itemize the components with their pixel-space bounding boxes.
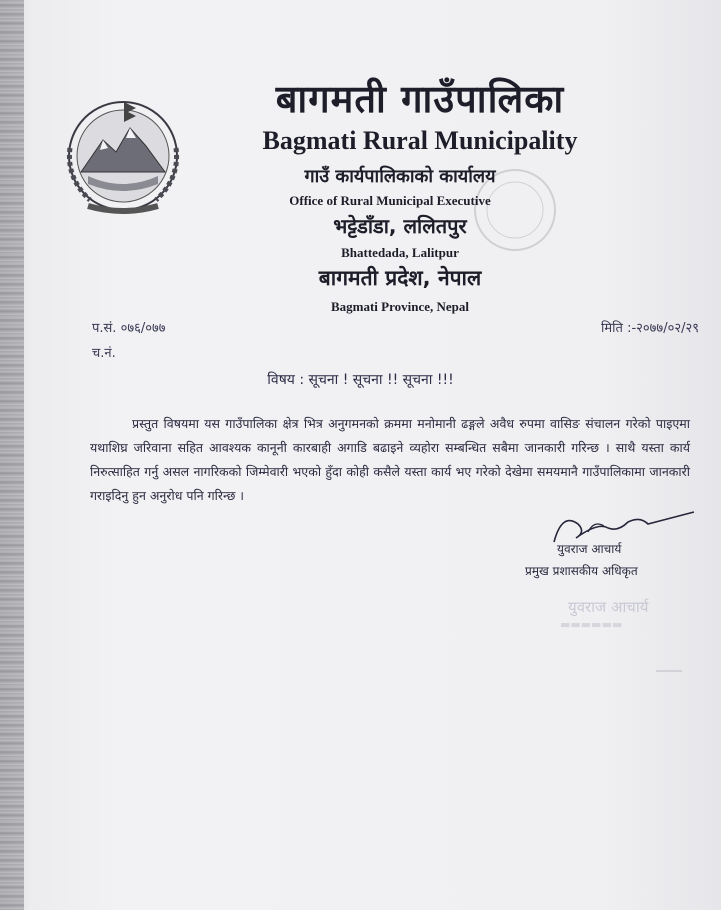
office-name-nepali: गाउँ कार्यपालिकाको कार्यालय [304, 166, 496, 187]
province-nepali: बागमती प्रदेश, नेपाल [318, 266, 482, 290]
scan-edge-shadow [0, 0, 24, 910]
location-english: Bhattedada, Lalitpur [341, 245, 459, 260]
municipality-title-nepali: बागमती गाउँपालिका [275, 77, 565, 121]
bleed-through-mark [656, 670, 682, 672]
reference-number: प.सं. ०७६/०७७ [92, 321, 166, 336]
province-english: Bagmati Province, Nepal [330, 299, 470, 314]
office-name-english: Office of Rural Municipal Executive [289, 193, 491, 208]
dispatch-number: च.नं. [92, 346, 116, 361]
bleed-through-text: युवराज आचार्य [568, 598, 649, 616]
notice-body: प्रस्तुत विषयमा यस गाउँपालिका क्षेत्र भित्र अनुगमनको क्रममा मनोमानी ढङ्गले अवैध रुपमा वासिङ संचालन गरेको पाइएमा यथाशिघ्र जरिवाना सहित आवश्यक कानूनी कारबाही अगाडि बढाइने व्यहोरा सम्बन्धित सबैमा जानकारी गरिन्छ । साथै यस्ता कार्य निरुत्साहित गर्नु असल नागरिकको जिम्मेवारी भएको हुँदा कोही कसैले यस्ता कार्य भए गरेको देखेमा समयमानै गाउँपालिकामा जानकारी गराइदिनु हुन अनुरोध पनि गरिन्छ । [90, 416, 690, 503]
subject-line: विषय : सूचना ! सूचना !! सूचना !!! [267, 372, 454, 388]
signatory-name: युवराज आचार्य [557, 542, 622, 556]
letter-date: मिति :-२०७७/०२/२९ [601, 321, 699, 336]
location-nepali: भट्टेडाँडा, ललितपुर [333, 214, 467, 238]
signatory-title: प्रमुख प्रशासकीय अधिकृत [525, 564, 638, 578]
municipality-title-english: Bagmati Rural Municipality [262, 126, 578, 155]
bleed-through-smudge: ▬▬▬▬▬▬ [560, 618, 623, 631]
